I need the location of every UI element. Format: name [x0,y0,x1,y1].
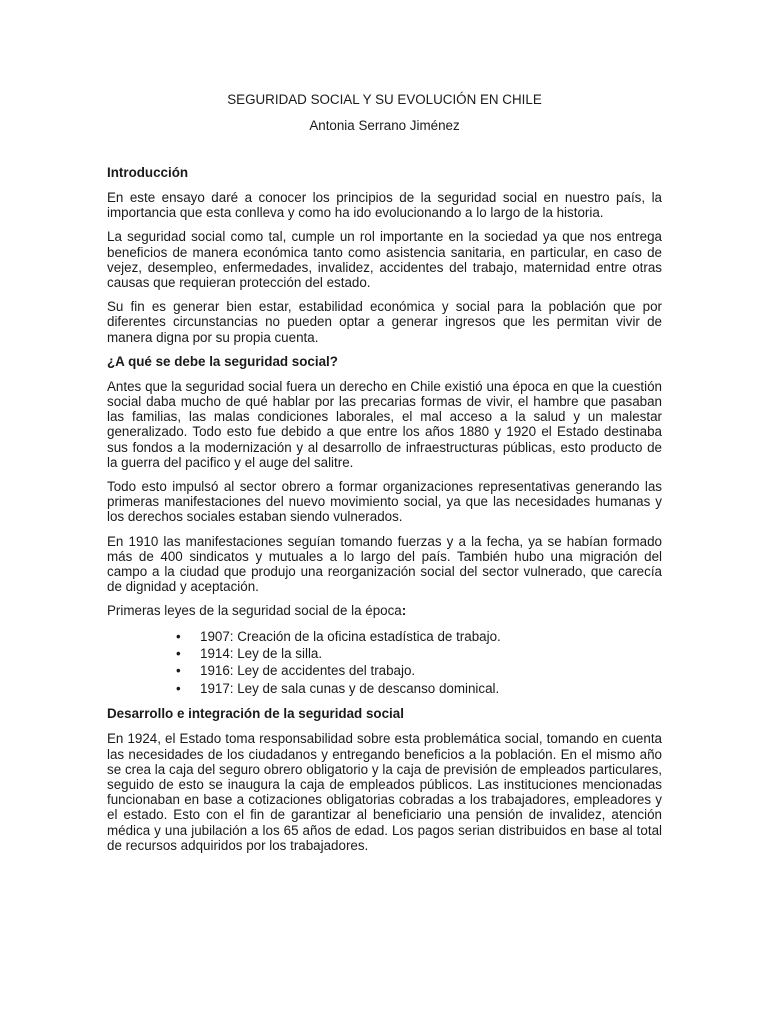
bullet-icon: • [176,680,181,696]
paragraph: Todo esto impulsó al sector obrero a formar organizaciones representativas generando las primeras manifestaciones del nuevo movimiento social, ya que las necesidades humanas y los derechos sociales estaban siendo vulnerados. [107,479,662,525]
laws-lead-text: Primeras leyes de la seguridad social de la época [107,603,402,619]
list-item [107,680,662,697]
laws-lead-colon: : [401,603,407,619]
paragraph: Antes que la seguridad social fuera un derecho en Chile existió una época en que la cuestión social daba mucho de qué hablar por las precarias formas de vivir, el hambre que pasaban las familias, las malas condiciones laborales, el mal acceso a la salud y un malestar generalizado. Todo esto fue debido a que entre los años 1880 y 1920 el Estado destinaba sus fondos a la modernización y al desarrollo de infraestructuras públicas, esto producto de la guerra del pacifico y el auge del salitre. [107,378,662,470]
bullet-icon: • [176,628,181,644]
paragraph: Su fin es generar bien estar, estabilidad económica y social para la población que por diferentes circunstancias no pueden optar a generar ingresos que les permitan vivir de manera digna por su propia cuenta. [107,299,662,345]
list-item-text: 1916: Ley de accidentes del trabajo. [200,663,416,679]
list-item [107,662,662,679]
laws-list [107,628,662,698]
paragraph: En 1924, el Estado toma responsabilidad sobre esta problemática social, tomando en cuenta las necesidades de los ciudadanos y entregando beneficios a la población. En el mismo año se crea la caja del seguro obrero obligatorio y la caja de previsión de empleados particulares, seguido de esto se inaugura la caja de empleados públicos. Las instituciones mencionadas funcionaban en base a cotizaciones obligatorias cobradas a los trabajadores, empleadores y el estado. Esto con el fin de garantizar al beneficiario una pensión de invalidez, atención médica y una jubilación a los 65 años de edad. Los pagos serian distribuidos en base al total de recursos adquiridos por los trabajadores. [107,731,662,853]
bullet-icon: • [176,646,181,662]
bullet-icon: • [176,663,181,679]
paragraph: En 1910 las manifestaciones seguían tomando fuerzas y a la fecha, ya se habían formado más de 400 sindicatos y mutuales a lo largo del país. También hubo una migración del campo a la ciudad que produjo una reorganización social del sector vulnerado, que carecía de dignidad y aceptación. [107,533,662,595]
document-title: SEGURIDAD SOCIAL Y SU EVOLUCIÓN EN CHILE [227,92,542,107]
document-author: Antonia Serrano Jiménez [309,118,460,133]
laws-lead [107,603,662,618]
list-item-text: 1917: Ley de sala cunas y de descanso dominical. [200,680,500,696]
section-heading-development: Desarrollo e integración de la seguridad social [107,706,404,722]
section-heading-intro: Introducción [107,165,189,180]
section-heading-causes: ¿A qué se debe la seguridad social? [107,353,338,369]
list-item-text: 1914: Ley de la silla. [200,646,323,662]
list-item [107,628,662,645]
list-item-text: 1907: Creación de la oficina estadística de trabajo. [200,628,501,644]
list-item [107,645,662,662]
paragraph: La seguridad social como tal, cumple un rol importante en la sociedad ya que nos entrega beneficios de manera económica tanto como asistencia sanitaria, en particular, en caso de vejez, desempleo, enfermedades, invalidez, accidentes del trabajo, maternidad entre otras causas que requieran protección del estado. [107,229,662,291]
paragraph: En este ensayo daré a conocer los principios de la seguridad social en nuestro país, la importancia que esta conlleva y como ha ido evolucionando a lo largo de la historia. [107,190,662,221]
